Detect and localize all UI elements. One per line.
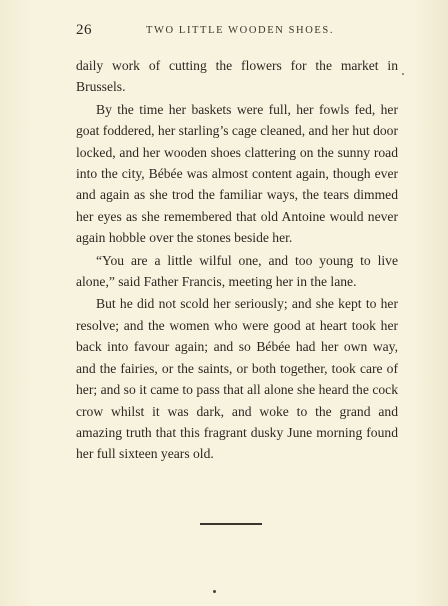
paragraph: “You are a little wilful one, and too young to live alone,” said Father Francis, meeting her in the lane. — [76, 252, 398, 290]
section-end-rule — [200, 523, 262, 525]
page-number: 26 — [76, 22, 92, 38]
paper-speck — [213, 590, 216, 593]
body-text — [76, 55, 398, 465]
paragraph: By the time her baskets were full, her fowls fed, her goat foddered, her starling’s cage cleaned, and her hut door locked, and her wooden shoes clattering on the sunny road into the city, Bébée was almost content again, though ever and again as she trod the familiar ways, the tears dimmed her eyes as she remembered that old Antoine would never again hobble over the stones beside her. — [76, 101, 398, 246]
running-head: TWO LITTLE WOODEN SHOES. — [146, 25, 335, 36]
page-header — [76, 22, 398, 40]
paragraph-continued: daily work of cutting the flowers for the market in Brussels. — [76, 58, 398, 95]
paragraph: But he did not scold her seriously; and she kept to her resolve; and the women who were good at heart took her back into favour again; and so Bébée had her own way, and the fairies, or the saints, or both together, took care of her; and so it came to pass that all alone she heard the cock crow whilst it was dark, and woke to the grand and amazing truth that this fragrant dusky June morning found her full sixteen years old. — [76, 296, 398, 462]
paper-speck — [402, 73, 404, 75]
